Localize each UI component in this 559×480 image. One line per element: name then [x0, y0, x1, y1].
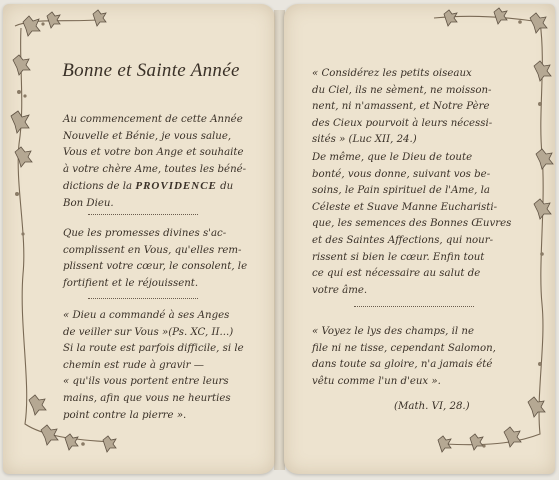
text-line: plissent votre cœur, le consolent, le — [63, 261, 248, 273]
text-line: Nouvelle et Bénie, je vous salue, — [63, 130, 232, 142]
promises-paragraph — [63, 226, 263, 292]
lily-quote-paragraph — [312, 324, 516, 390]
text-line: soins, le Pain spirituel de l'Ame, la — [312, 185, 490, 197]
text-line: bonté, vous donne, suivant vos be- — [312, 168, 491, 180]
dotted-separator — [88, 298, 198, 299]
text-line: point contre la pierre ». — [63, 409, 187, 421]
card-title: Bonne et Sainte Année — [62, 60, 240, 81]
greeting-paragraph — [63, 112, 263, 213]
text-line: Que les promesses divines s'ac- — [63, 228, 227, 239]
text-line: dictions de la PROVIDENCE du — [63, 180, 234, 193]
text-line: votre âme. — [312, 284, 368, 296]
text-line: « Dieu a commandé à ses Anges — [63, 310, 230, 321]
providence-word: PROVIDENCE — [135, 180, 217, 193]
scripture-reference: (Math. VI, 28.) — [394, 401, 470, 412]
text-line: de veiller sur Vous »(Ps. XC, II...) — [63, 326, 234, 338]
dotted-separator — [88, 214, 198, 215]
text-line: « Voyez le lys des champs, il ne — [312, 326, 475, 337]
text-line: à votre chère Ame, toutes les béné- — [63, 163, 247, 175]
text-line: ce qui est nécessaire au salut de — [312, 268, 481, 280]
text-line: Si la route est parfois difficile, si le — [63, 343, 244, 355]
text-line: sités » (Luc XII, 24.) — [312, 134, 417, 146]
text-line: rissent si bien le cœur. Enfin tout — [312, 251, 485, 263]
text-line: Bon Dieu. — [63, 197, 114, 209]
text-line: des Cieux pourvoit à leurs nécessi- — [312, 117, 493, 129]
text-line: « Considérez les petits oiseaux — [312, 68, 472, 79]
text-line: complissent en Vous, qu'elles rem- — [63, 244, 242, 256]
text-line: nent, ni n'amassent, et Notre Père — [312, 101, 490, 113]
text-line: Au commencement de cette Année — [63, 114, 243, 125]
text-line: fortifient et le réjouissent. — [63, 277, 199, 289]
text-line: vêtu comme l'un d'eux ». — [312, 375, 441, 387]
left-page — [3, 4, 275, 474]
text-line: file ni ne tisse, cependant Salomon, — [312, 342, 496, 354]
text-line: dans toute sa gloire, n'a jamais été — [312, 359, 493, 371]
text-line: mains, afin que vous ne heurties — [63, 392, 231, 404]
text-line: que, les semences des Bonnes Œuvres — [312, 218, 512, 230]
text-line: De même, que le Dieu de toute — [312, 152, 473, 163]
blessing-paragraph — [312, 150, 516, 299]
birds-quote-paragraph — [312, 66, 516, 149]
text-line: du Ciel, ils ne sèment, ne moisson- — [312, 84, 492, 96]
text-line: Vous et votre bon Ange et souhaite — [63, 147, 244, 159]
psalm-paragraph — [63, 308, 263, 424]
text-line: « qu'ils vous portent entre leurs — [63, 376, 229, 388]
dotted-separator — [354, 306, 474, 307]
text-line: chemin est rude à gravir — — [63, 359, 204, 371]
text-line: et des Saintes Affections, qui nour- — [312, 234, 494, 246]
text-line: Céleste et Suave Manne Eucharisti- — [312, 201, 498, 213]
right-page — [284, 4, 555, 474]
